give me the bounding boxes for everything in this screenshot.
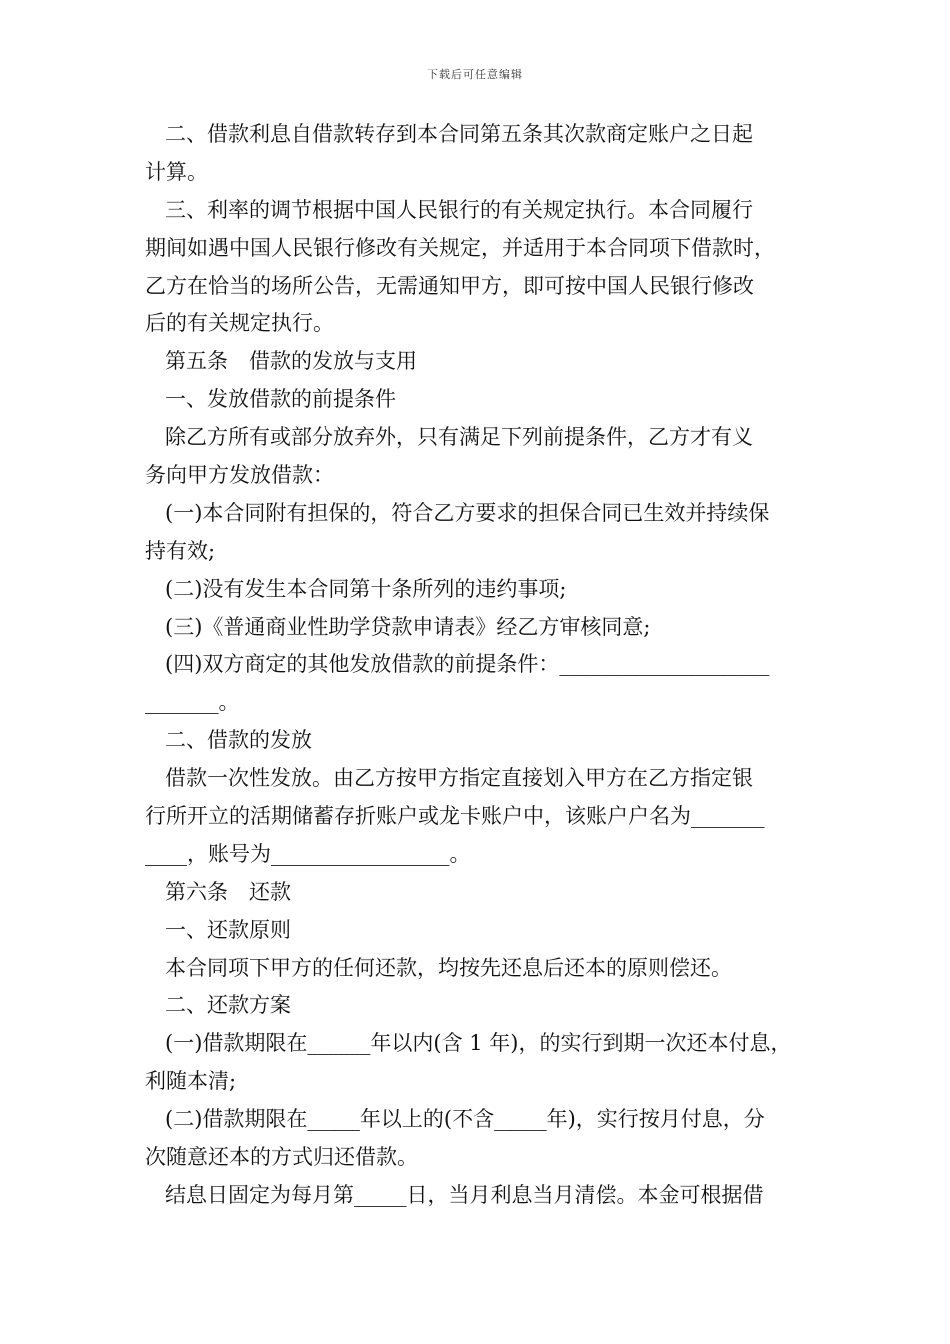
- text-line: 乙方在恰当的场所公告，无需通知甲方，即可按中国人民银行修改: [145, 273, 754, 298]
- text-line: (四)双方商定的其他发放借款的前提条件：____________________: [165, 652, 770, 677]
- text-line: 利随本清;: [145, 1069, 237, 1094]
- text-line: 后的有关规定执行。: [145, 311, 334, 336]
- text-line: (一)本合同附有担保的，符合乙方要求的担保合同已生效并持续保: [165, 500, 770, 525]
- text-line: 除乙方所有或部分放弃外，只有满足下列前提条件，乙方才有义: [165, 425, 753, 450]
- document-body: [145, 116, 810, 1215]
- text-line: 本合同项下甲方的任何还款，均按先还息后还本的原则偿还。: [165, 955, 732, 980]
- text-line: 三、利率的调节根据中国人民银行的有关规定执行。本合同履行: [165, 197, 753, 222]
- text-line: _______。: [145, 690, 240, 715]
- subsection-heading: 一、发放借款的前提条件: [165, 387, 396, 412]
- text-line: ____，账号为_________________。: [145, 841, 471, 866]
- page-header: 下载后可任意编辑: [427, 68, 523, 81]
- text-line: (一)借款期限在______年以内(含 1 年)，的实行到期一次还本付息，: [165, 1031, 792, 1056]
- text-line: 计算。: [145, 159, 208, 184]
- text-line: (二)借款期限在_____年以上的(不含_____年)，实行按月付息，分: [165, 1107, 765, 1132]
- text-line: (三)《普通商业性助学贷款申请表》经乙方审核同意;: [165, 614, 651, 639]
- subsection-heading: 一、还款原则: [165, 917, 291, 942]
- text-line: 期间如遇中国人民银行修改有关规定，并适用于本合同项下借款时，: [145, 235, 775, 260]
- text-line: (二)没有发生本合同第十条所列的违约事项;: [165, 576, 567, 601]
- section-heading: 第五条 借款的发放与支用: [165, 349, 417, 374]
- text-line: 借款一次性发放。由乙方按甲方指定直接划入甲方在乙方指定银: [165, 766, 753, 791]
- subsection-heading: 二、借款的发放: [165, 728, 312, 753]
- text-line: 结息日固定为每月第_____日，当月利息当月清偿。本金可根据借: [165, 1182, 764, 1207]
- section-heading: 第六条 还款: [165, 879, 291, 904]
- subsection-heading: 二、还款方案: [165, 993, 291, 1018]
- text-line: 二、借款利息自借款转存到本合同第五条其次款商定账户之日起: [165, 122, 753, 146]
- text-line: 次随意还本的方式归还借款。: [145, 1145, 418, 1170]
- text-line: 持有效;: [145, 538, 216, 563]
- text-line: 行所开立的活期储蓄存折账户或龙卡账户中，该账户户名为_______: [145, 804, 765, 829]
- text-line: 务向甲方发放借款：: [145, 463, 334, 488]
